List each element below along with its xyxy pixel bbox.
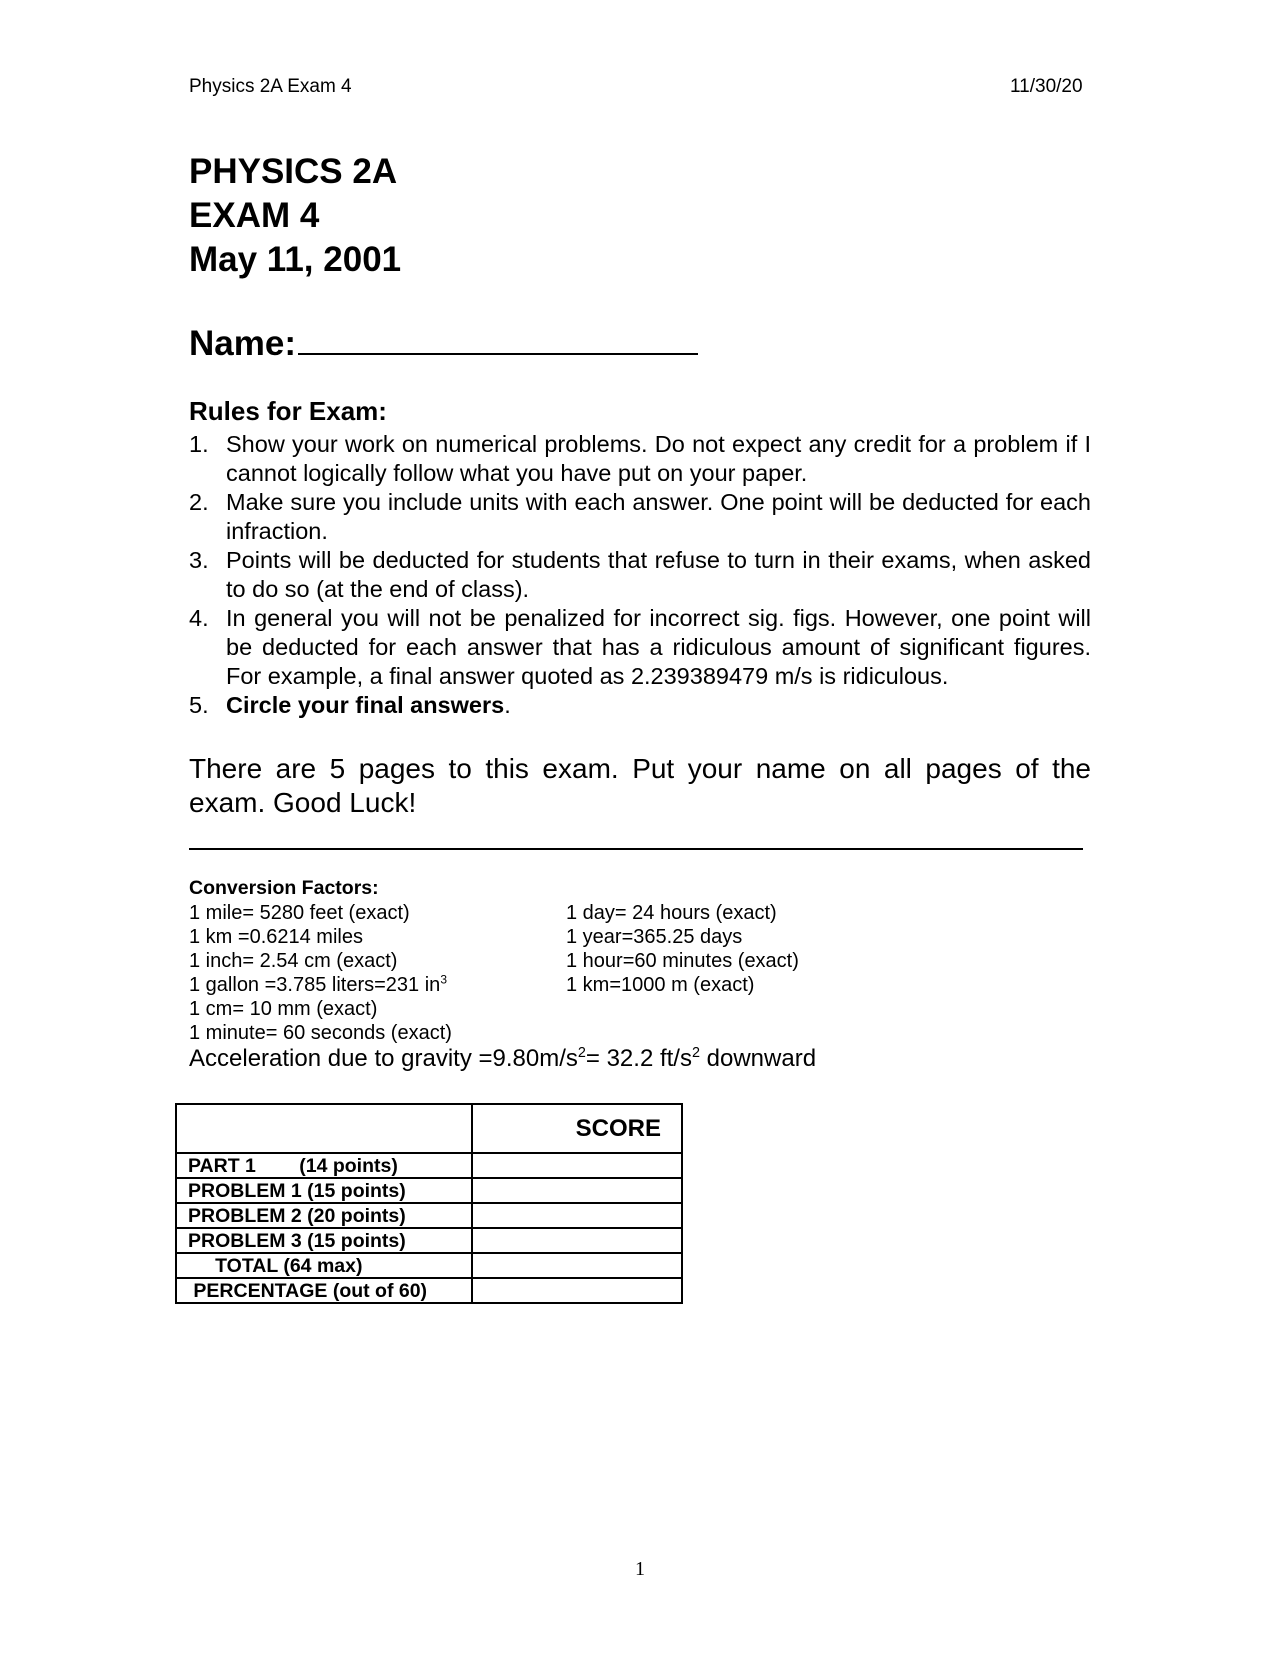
- score-table-header: [176, 1104, 682, 1153]
- divider: [189, 848, 1083, 850]
- score-cell[interactable]: [472, 1203, 682, 1228]
- header-course: Physics 2A Exam 4: [189, 76, 352, 97]
- conversion-item: 1 minute= 60 seconds (exact): [189, 1022, 452, 1044]
- title-course: PHYSICS 2A: [189, 152, 398, 191]
- score-row-label: PROBLEM 3 (15 points): [176, 1228, 472, 1253]
- score-cell[interactable]: [472, 1228, 682, 1253]
- table-row: [176, 1178, 682, 1203]
- header-date: 11/30/20: [1010, 76, 1083, 97]
- rule-item: 4. In general you will not be penalized for incorrect sig. figs. However, one point will be deducted for each answer that has a ridiculous amount of significant figures. For example, a final answer quoted as 2.239389479 m/s is ridiculous.: [189, 605, 1091, 689]
- rules-list: [189, 430, 1091, 720]
- score-row-label: PART 1 (14 points): [176, 1153, 472, 1178]
- conversion-item: 1 hour=60 minutes (exact): [566, 950, 799, 972]
- gravity-constant: Acceleration due to gravity $=9.80m/s^2= 32.2$ $ft/s^2$ downward: [189, 1045, 817, 1072]
- name-label: Name:: [189, 324, 296, 363]
- name-field: [189, 324, 698, 364]
- exam-notice: There are 5 pages to this exam. Put your name on all pages of the exam. Good Luck!: [189, 753, 1091, 818]
- conversion-item: 1 cm= 10 mm (exact): [189, 998, 378, 1020]
- conversion-item: 1 km =0.6214 miles: [189, 926, 363, 948]
- conversion-item: 1 mile= 5280 feet (exact): [189, 902, 410, 924]
- conversion-item: 1 inch= 2.54 cm (exact): [189, 950, 398, 972]
- score-row-label: PERCENTAGE (out of 60): [176, 1278, 472, 1303]
- rule-item: 2. Make sure you include units with each answer. One point will be deducted for each infraction.: [189, 489, 1091, 544]
- conversion-right-column: [566, 901, 799, 997]
- title-date: May 11, 2001: [189, 240, 402, 279]
- table-row: [176, 1253, 682, 1278]
- rule-item: 5. Circle your final answers.: [189, 692, 511, 718]
- exam-title: [189, 150, 401, 282]
- conversion-heading: Conversion Factors:: [189, 877, 379, 899]
- name-blank[interactable]: [298, 325, 698, 355]
- score-cell[interactable]: [472, 1178, 682, 1203]
- table-row: [176, 1203, 682, 1228]
- score-row-label: PROBLEM 2 (20 points): [176, 1203, 472, 1228]
- score-cell[interactable]: [472, 1278, 682, 1303]
- page-number: 1: [635, 1558, 645, 1580]
- conversion-item: 1 km=1000 m (exact): [566, 974, 755, 996]
- score-cell[interactable]: [472, 1153, 682, 1178]
- score-cell[interactable]: [472, 1253, 682, 1278]
- conversion-item: 1 day= 24 hours (exact): [566, 902, 777, 924]
- score-table: [175, 1103, 683, 1304]
- rule-item: 1. Show your work on numerical problems. Do not expect any credit for a problem if I cannot logically follow what you have put on your paper.: [189, 431, 1091, 486]
- score-row-label: TOTAL (64 max): [176, 1253, 472, 1278]
- title-exam: EXAM 4: [189, 196, 320, 235]
- conversion-item: 1 year=365.25 days: [566, 926, 743, 948]
- table-row: [176, 1278, 682, 1303]
- table-row: [176, 1228, 682, 1253]
- conversion-item: 1 gallon =3.785 liters=231 $in^3$: [189, 972, 447, 996]
- rule-item: 3. Points will be deducted for students that refuse to turn in their exams, when asked to do so (at the end of class).: [189, 547, 1091, 602]
- rules-heading: Rules for Exam:: [189, 396, 387, 426]
- conversion-left-column: [189, 901, 452, 1045]
- score-row-label: PROBLEM 1 (15 points): [176, 1178, 472, 1203]
- score-header-blank: [176, 1104, 472, 1153]
- score-header-label: SCORE: [472, 1104, 682, 1153]
- table-row: [176, 1153, 682, 1178]
